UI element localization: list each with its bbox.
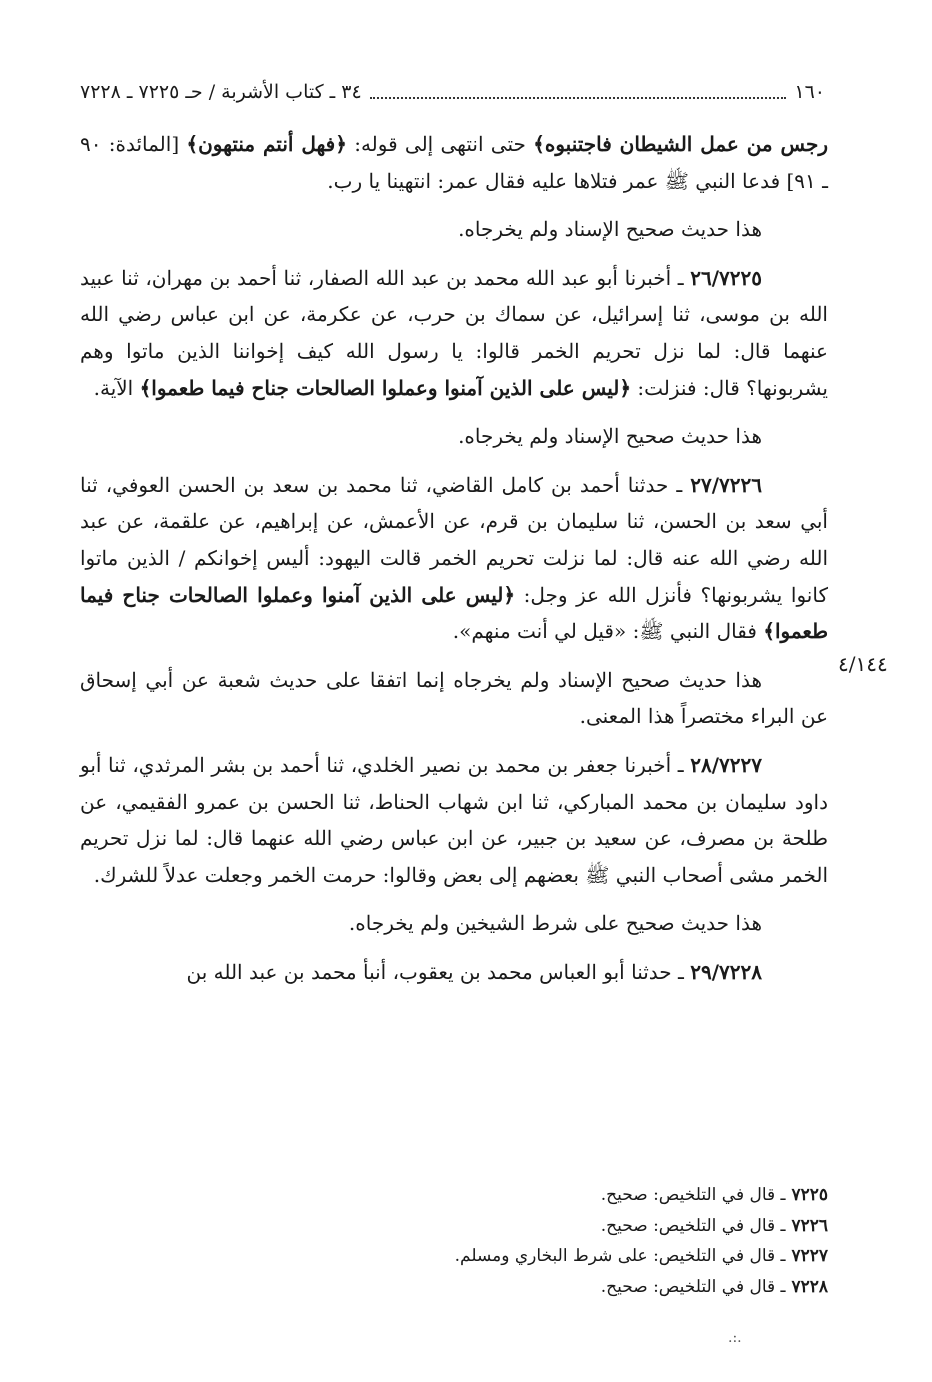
footnote-text: ـ قال في التلخيص: على شرط البخاري ومسلم. — [454, 1246, 786, 1266]
bottom-mark: .:. — [728, 1330, 742, 1346]
footnote-number: ٧٢٢٥ — [785, 1185, 828, 1205]
footnote-text: ـ قال في التلخيص: صحيح. — [600, 1276, 786, 1297]
paragraph-1: رجس من عمل الشيطان فاجتنبوه﴾ حتى انتهى إلى قوله: ﴿فهل أنتم منتهون﴾ [المائدة: ٩٠ ـ ٩١] فدعا النبي ﷺ عمر فتلاها عليه فقال عمر: انتهينا يا رب. — [80, 132, 829, 193]
paragraph-2: هذا حديث صحيح الإسناد ولم يخرجاه. — [458, 217, 762, 242]
hadith-number: ٢٨/٧٢٢٧ — [690, 752, 762, 777]
paragraph-6: هذا حديث صحيح الإسناد ولم يخرجاه إنما اتفقا على حديث شعبة عن أبي إسحاق عن البراء مختصراً هذا المعنى. — [80, 667, 828, 729]
footnote-3 — [300, 1241, 828, 1272]
paragraph-4: هذا حديث صحيح الإسناد ولم يخرجاه. — [458, 424, 762, 449]
main-text — [80, 126, 828, 1002]
quran-quote: ﴿ليس على الذين آمنوا وعملوا الصالحات جناح فيما طعموا﴾ — [80, 582, 828, 644]
paragraph-8: هذا حديث صحيح على شرط الشيخين ولم يخرجاه. — [348, 911, 762, 936]
quran-quote: رجس من عمل الشيطان فاجتنبوه﴾ — [533, 132, 829, 156]
running-header — [80, 78, 825, 106]
hadith-number: ٢٩/٧٢٢٨ — [690, 959, 762, 984]
paragraph-5: ٢٧/٧٢٢٦ ـ حدثنا أحمد بن كامل القاضي، ثنا محمد بن سعد بن الحسن العوفي، ثنا أبي سعد بن الحسن، ثنا سليمان بن قرم، عن الأعمش، عن إبراهيم، عن علقمة، عن عبد الله رضي الله عنه قال: لما نزلت تحريم الخمر قالت اليهود: أليس إخوانكم / الذين ماتوا كانوا يشربونها؟ فأنزل الله عز وجل: ﴿ليس على الذين آمنوا وعملوا الصالحات جناح فيما طعموا﴾ فقال النبي ﷺ: «قيل لي أنت منهم». — [80, 472, 828, 644]
footnote-number: ٧٢٢٦ — [785, 1215, 828, 1236]
paragraph-9: ٢٩/٧٢٢٨ ـ حدثنا أبو العباس محمد بن يعقوب، أنبأ محمد بن عبد الله بن — [186, 959, 762, 984]
footnotes — [300, 1180, 828, 1302]
quran-quote: ﴿ليس على الذين آمنوا وعملوا الصالحات جناح فيما طعموا﴾ — [139, 375, 632, 400]
footnote-text: ـ قال في التلخيص: صحيح. — [600, 1215, 786, 1236]
paragraph-3: ٢٦/٧٢٢٥ ـ أخبرنا أبو عبد الله محمد بن عبد الله الصفار، ثنا أحمد بن مهران، ثنا عبيد الله بن موسى، ثنا إسرائيل، عن سماك بن حرب، عن عكرمة، عن ابن عباس رضي الله عنهما قال: لما نزل تحريم الخمر قالوا: يا رسول الله كيف إخواننا الذين ماتوا وهم يشربونها؟ قال: فنزلت: ﴿ليس على الذين آمنوا وعملوا الصالحات جناح فيما طعموا﴾ الآية. — [80, 265, 828, 400]
running-title: ٣٤ ـ كتاب الأشربة / حـ ٧٢٢٥ ـ ٧٢٢٨ — [80, 81, 362, 103]
footnote-2 — [300, 1211, 828, 1242]
footnote-text: ـ قال في التلخيص: صحيح. — [600, 1185, 786, 1205]
footnote-number: ٧٢٢٨ — [785, 1276, 828, 1297]
footnote-1 — [300, 1180, 828, 1211]
hadith-number: ٢٧/٧٢٢٦ — [690, 472, 762, 497]
page-number: ١٦٠ — [794, 81, 825, 103]
header-dot-leader — [370, 85, 787, 99]
hadith-number: ٢٦/٧٢٢٥ — [690, 265, 762, 290]
footnote-4 — [300, 1272, 828, 1303]
margin-volume-page-reference: ٤/١٤٤ — [838, 652, 888, 676]
paragraph-7: ٢٨/٧٢٢٧ ـ أخبرنا جعفر بن محمد بن نصير الخلدي، ثنا أحمد بن بشر المرثدي، ثنا أبو داود سليمان بن محمد المباركي، ثنا ابن شهاب الحناط، ثنا الحسن بن عمرو الفقيمي، عن طلحة بن مصرف، عن سعيد بن جبير، عن ابن عباس رضي الله عنهما قال: لما نزل تحريم الخمر مشى أصحاب النبي ﷺ بعضهم إلى بعض وقالوا: حرمت الخمر وجعلت عدلاً للشرك. — [80, 752, 828, 887]
quran-quote: ﴿فهل أنتم منتهون﴾ — [186, 132, 347, 156]
footnote-number: ٧٢٢٧ — [785, 1246, 828, 1266]
